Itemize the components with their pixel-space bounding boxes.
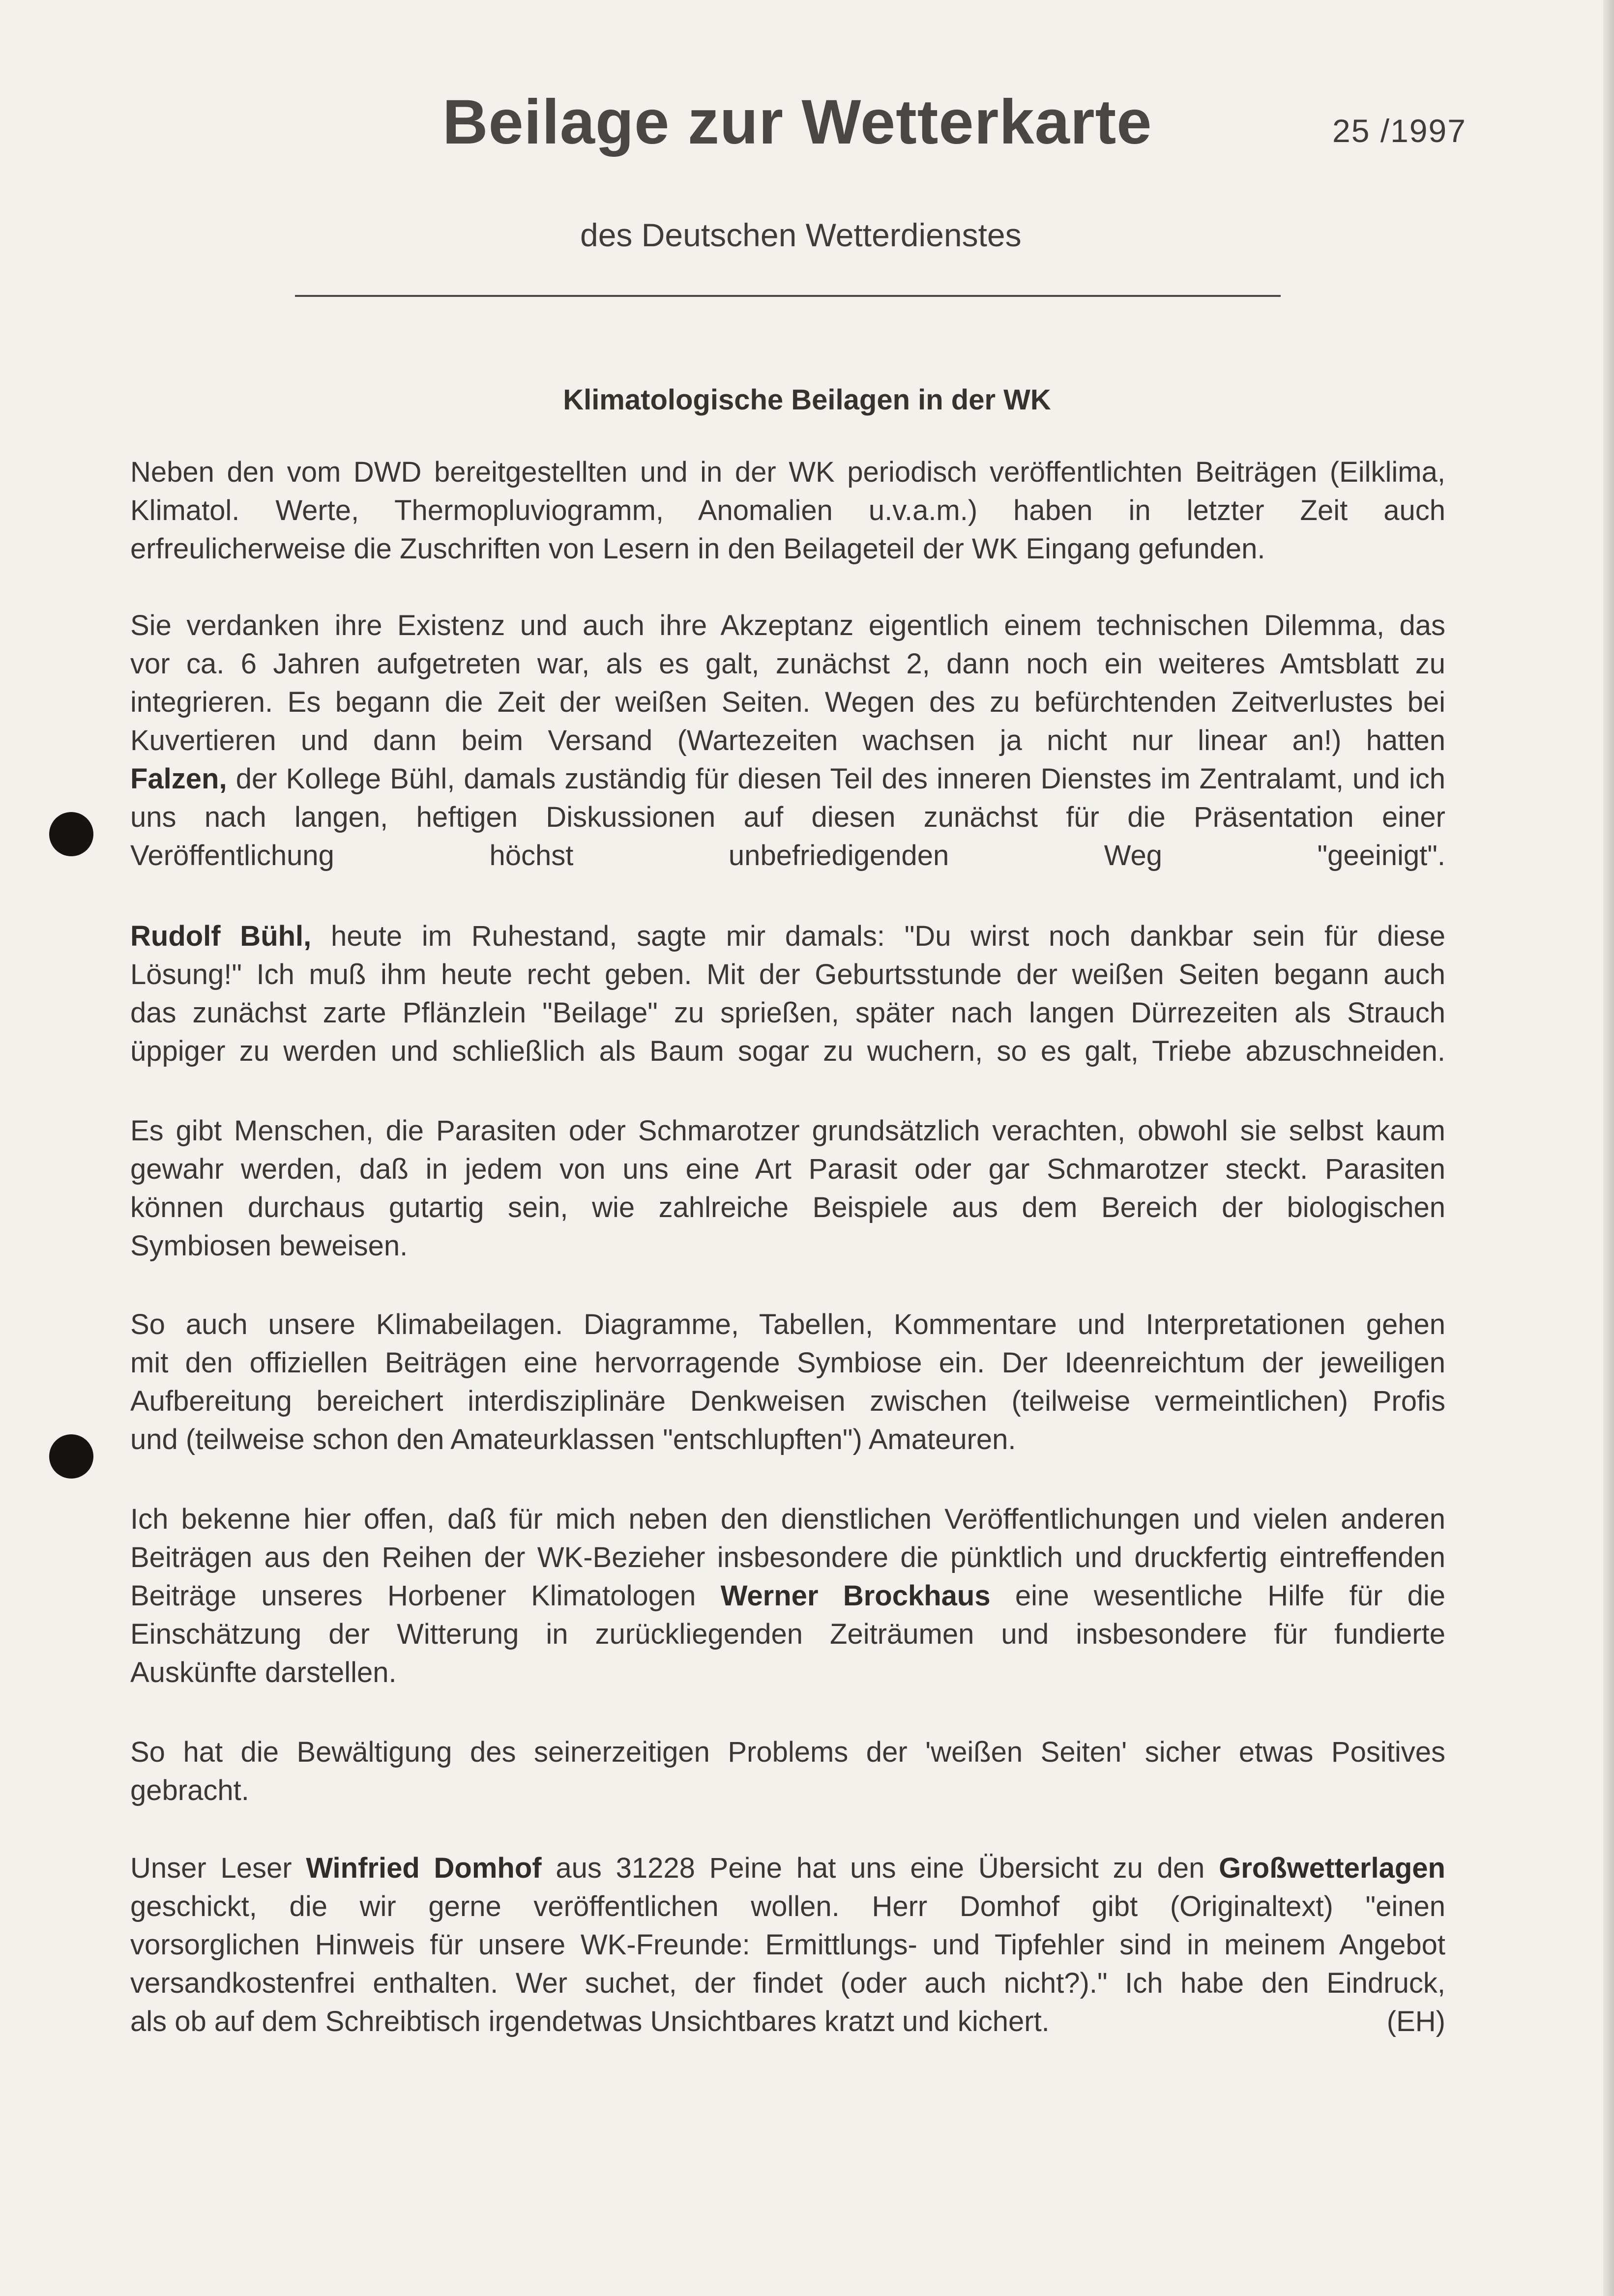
- issue-number: 25 /1997: [1332, 113, 1467, 149]
- bold-term: Großwetterlagen: [1219, 1852, 1445, 1884]
- text-line: üppiger zu werden und schließlich als Baum sogar zu wuchern, so es galt, Triebe abzuschneiden.: [130, 1035, 1445, 1067]
- text-line: Ich bekenne hier offen, daß für mich neben den dienstlichen Veröffentlichungen und vielen anderen: [130, 1503, 1445, 1535]
- text-span: eine wesentliche Hilfe für die: [1015, 1580, 1445, 1612]
- paragraph-6: [130, 1500, 1445, 1692]
- author-signature: (EH): [1386, 2005, 1445, 2037]
- text-span: der Kollege Bühl, damals zuständig für diesen Teil des inneren Dienstes im Zentralamt, und ich: [235, 763, 1445, 795]
- text-line: Einschätzung der Witterung in zurückliegenden Zeiträumen und insbesondere für fundierte: [130, 1618, 1445, 1650]
- text-line: So auch unsere Klimabeilagen. Diagramme, Tabellen, Kommentare und Interpretationen gehen: [130, 1308, 1445, 1340]
- text-line: und (teilweise schon den Amateurklassen "entschlupften") Amateuren.: [130, 1424, 1016, 1455]
- text-line: gewahr werden, daß in jedem von uns eine Art Parasit oder gar Schmarotzer steckt. Parasiten: [130, 1153, 1445, 1185]
- page-subtitle: des Deutschen Wetterdienstes: [580, 217, 1022, 253]
- text-line: [130, 760, 1445, 798]
- article-heading: Klimatologische Beilagen in der WK: [563, 384, 1051, 416]
- text-line: Veröffentlichung höchst unbefriedigenden Weg "geeinigt".: [130, 840, 1445, 872]
- bold-name: Rudolf Bühl,: [130, 920, 312, 952]
- bold-name: Werner Brockhaus: [720, 1580, 991, 1612]
- text-line: Kuvertieren und dann beim Versand (Wartezeiten wachsen ja nicht nur linear an!) hatten: [130, 725, 1445, 756]
- text-line: [130, 1577, 1445, 1615]
- text-line: können durchaus gutartig sein, wie zahlreiche Beispiele aus dem Bereich der biologischen: [130, 1192, 1445, 1223]
- text-line: Es gibt Menschen, die Parasiten oder Schmarotzer grundsätzlich verachten, obwohl sie selbst kaum: [130, 1115, 1445, 1147]
- text-line: das zunächst zarte Pflänzlein "Beilage" zu sprießen, später nach langen Dürrezeiten als Strauch: [130, 997, 1445, 1029]
- text-line: vor ca. 6 Jahren aufgetreten war, als es galt, zunächst 2, dann noch ein weiteres Amtsblatt zu: [130, 648, 1445, 680]
- paragraph-8: [130, 1849, 1445, 2041]
- page-title: Beilage zur Wetterkarte: [442, 87, 1152, 157]
- text-line: Beiträgen aus den Reihen der WK-Bezieher insbesondere die pünktlich und druckfertig eintreffenden: [130, 1541, 1445, 1573]
- paragraph-5: [130, 1306, 1445, 1459]
- text-span: aus 31228 Peine hat uns eine Übersicht zu den: [556, 1852, 1205, 1884]
- text-line: [130, 917, 1445, 956]
- paragraph-7: [130, 1733, 1445, 1810]
- paragraph-2: [130, 607, 1445, 875]
- text-line: Neben den vom DWD bereitgestellten und in der WK periodisch veröffentlichten Beiträgen (Eilklima,: [130, 456, 1445, 488]
- text-line: versandkostenfrei enthalten. Wer suchet, der findet (oder auch nicht?)." Ich habe den Eindruck,: [130, 1967, 1445, 1999]
- punch-hole: [49, 1434, 93, 1479]
- paragraph-1: [130, 453, 1445, 568]
- text-line: integrieren. Es begann die Zeit der weißen Seiten. Wegen des zu befürchtenden Zeitverlustes bei: [130, 686, 1445, 718]
- text-line: So hat die Bewältigung des seinerzeitigen Problems der 'weißen Seiten' sicher etwas Positives: [130, 1736, 1445, 1768]
- text-line: Sie verdanken ihre Existenz und auch ihre Akzeptanz eigentlich einem technischen Dilemma, das: [130, 610, 1445, 641]
- text-line: vorsorglichen Hinweis für unsere WK-Freunde: Ermittlungs- und Tipfehler sind in meinem Angebot: [130, 1929, 1445, 1961]
- text-line: erfreulicherweise die Zuschriften von Lesern in den Beilageteil der WK Eingang gefunden.: [130, 533, 1265, 565]
- text-span: Beiträge unseres Horbener Klimatologen: [130, 1580, 696, 1612]
- text-span: Unser Leser: [130, 1852, 292, 1884]
- paper-edge: [1603, 0, 1614, 2296]
- text-span: heute im Ruhestand, sagte mir damals: "Du wirst noch dankbar sein für diese: [331, 920, 1445, 952]
- paragraph-3: [130, 917, 1445, 1071]
- text-line: [130, 1849, 1445, 1888]
- text-line: mit den offiziellen Beiträgen eine hervorragende Symbiose ein. Der Ideenreichtum der jeweiligen: [130, 1347, 1445, 1379]
- text-line: gebracht.: [130, 1774, 249, 1806]
- text-line: uns nach langen, heftigen Diskussionen auf diesen zunächst für die Präsentation einer: [130, 801, 1445, 833]
- text-line: Lösung!" Ich muß ihm heute recht geben. Mit der Geburtsstunde der weißen Seiten begann auch: [130, 959, 1445, 990]
- text-line: geschickt, die wir gerne veröffentlichen wollen. Herr Domhof gibt (Originaltext) "einen: [130, 1890, 1445, 1922]
- text-line: Aufbereitung bereichert interdisziplinäre Denkweisen zwischen (teilweise vermeintlichen) Profis: [130, 1385, 1445, 1417]
- text-line: Symbiosen beweisen.: [130, 1230, 408, 1262]
- text-line: [130, 2003, 1445, 2041]
- punch-hole: [49, 812, 93, 856]
- bold-name: Winfried Domhof: [306, 1852, 542, 1884]
- header-divider: [295, 295, 1281, 297]
- bold-term: Falzen,: [130, 763, 227, 795]
- text-line: Klimatol. Werte, Thermopluviogramm, Anomalien u.v.a.m.) haben in letzter Zeit auch: [130, 494, 1445, 526]
- text-span: als ob auf dem Schreibtisch irgendetwas Unsichtbares kratzt und kichert.: [130, 2005, 1050, 2037]
- text-line: Auskünfte darstellen.: [130, 1657, 397, 1688]
- paragraph-4: [130, 1112, 1445, 1265]
